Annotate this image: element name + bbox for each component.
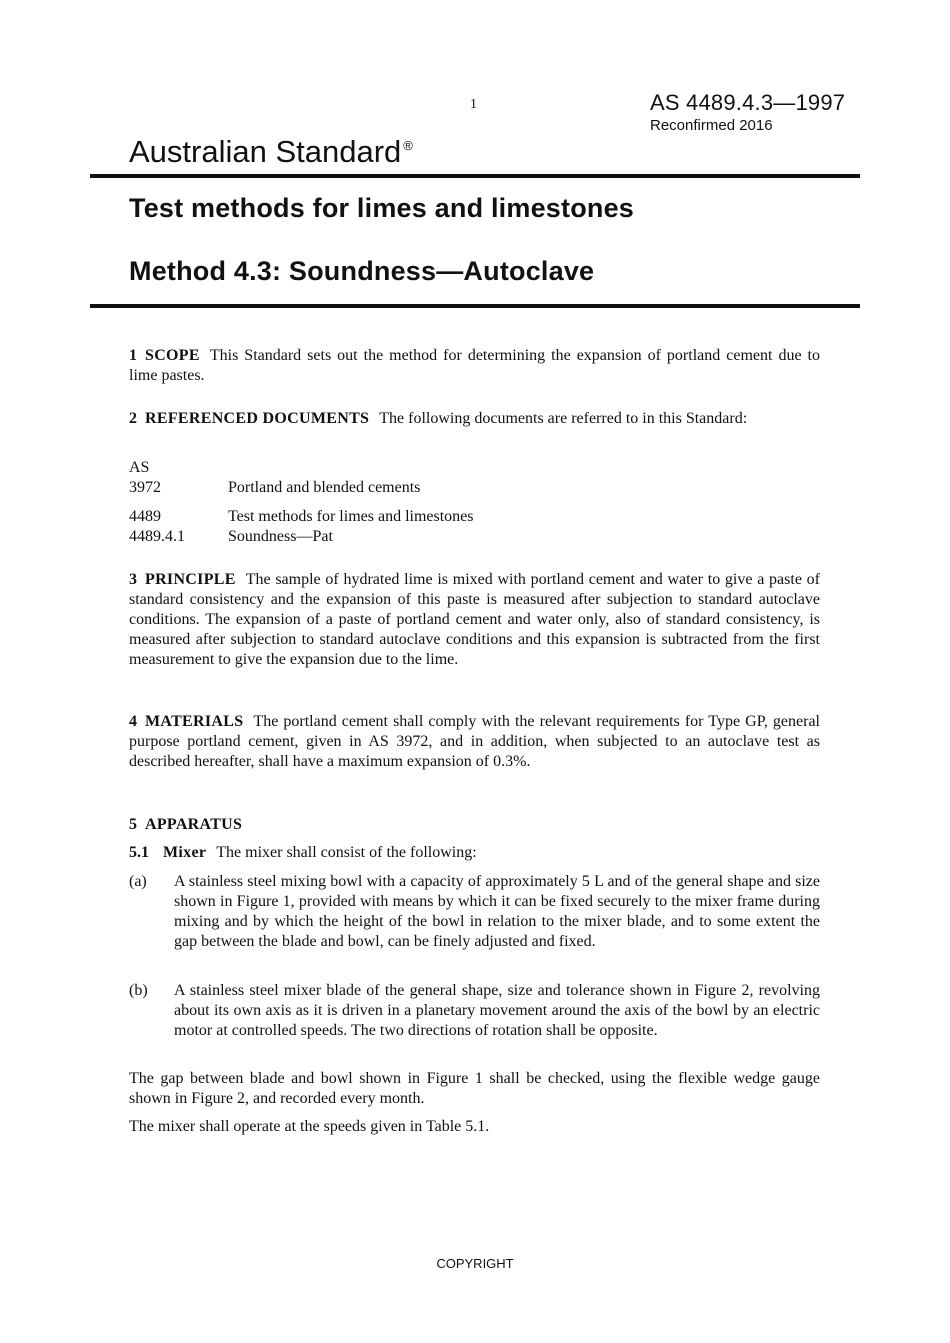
section-heading: MATERIALS [145, 713, 244, 730]
section-text: The sample of hydrated lime is mixed with portland cement and water to give a paste of standard consistency and the expansion of this paste is measured after subjection to standard autoclave conditions. The expansion of a paste of portland cement and water only, also of standard consistency, is measured after subjection to standard autoclave conditions and this expansion is subtracted from the first measurement to give the expansion due to the lime. [129, 571, 820, 668]
document-title: Test methods for limes and limestones [129, 193, 635, 223]
section-text: The portland cement shall comply with the relevant requirements for Type GP, general purpose portland cement, given in AS 3972, and in addition, when subjected to an autoclave test as described hereafter, shall have a maximum expansion of 0.3%. [129, 713, 820, 770]
paragraph-gap-check: The gap between blade and bowl shown in Figure 1 shall be checked, using the flexible wedge gauge shown in Figure 2, and recorded every month. [129, 1070, 820, 1107]
reference-prefix: AS [129, 459, 150, 476]
reference-item [129, 527, 333, 547]
reference-title: Portland and blended cements [228, 479, 421, 496]
reference-code: 4489 [129, 508, 161, 525]
reference-title: Test methods for limes and limestones [228, 508, 474, 525]
subsection-intro: The mixer shall consist of the following: [216, 844, 477, 861]
standard-number: AS 4489.4.3—1997 [650, 90, 846, 115]
list-marker: (a) [129, 873, 147, 890]
list-item [129, 872, 820, 972]
header-rule-top [90, 174, 860, 178]
reference-title: Soundness—Pat [228, 528, 333, 545]
registered-mark: ® [403, 138, 413, 153]
section-number: 5 [129, 816, 137, 833]
subsection-mixer [129, 843, 820, 863]
list-marker: (b) [129, 982, 148, 999]
subsection-number: 5.1 [129, 844, 149, 861]
section-heading: APPARATUS [145, 816, 243, 833]
subsection-heading: Mixer [163, 844, 207, 861]
copyright-footer: COPYRIGHT [436, 1256, 514, 1271]
section-scope [129, 346, 820, 386]
reference-item [129, 507, 474, 527]
method-title: Method 4.3: Soundness—Autoclave [129, 256, 595, 286]
section-heading: SCOPE [145, 347, 200, 364]
reconfirmed-date: Reconfirmed 2016 [650, 117, 773, 134]
section-referenced-documents [129, 409, 820, 429]
reference-code: 3972 [129, 479, 161, 496]
section-heading: REFERENCED DOCUMENTS [145, 410, 370, 427]
list-text: A stainless steel mixing bowl with a capacity of approximately 5 L and of the general shape and size shown in Figure 1, provided with means by which it can be fixed securely to the mixer frame during mixing and by which the height of the bowl in relation to the mixer blade, and to some extent the gap between the blade and bowl, can be finely adjusted and fixed. [174, 873, 820, 950]
header-rule-bottom [90, 304, 860, 308]
section-text: The following documents are referred to in this Standard: [379, 410, 748, 427]
section-number: 3 [129, 571, 137, 588]
paragraph-mixer-speed: The mixer shall operate at the speeds given in Table 5.1. [129, 1118, 490, 1135]
list-item [129, 981, 820, 1061]
section-materials [129, 712, 820, 772]
list-text: A stainless steel mixer blade of the general shape, size and tolerance shown in Figure 2, revolving about its own axis as it is driven in a planetary movement around the axis of the bowl by an electric motor at controlled speeds. The two directions of rotation shall be opposite. [174, 982, 820, 1039]
section-number: 2 [129, 410, 137, 427]
section-heading: PRINCIPLE [145, 571, 236, 588]
reference-item [129, 478, 420, 498]
reference-code: 4489.4.1 [129, 528, 185, 545]
section-number: 4 [129, 713, 137, 730]
section-principle [129, 570, 820, 670]
brand-text: Australian Standard [129, 134, 402, 169]
page-number: 1 [470, 97, 477, 112]
section-number: 1 [129, 347, 137, 364]
standard-brand [129, 134, 413, 170]
section-apparatus [129, 815, 820, 835]
section-text: This Standard sets out the method for determining the expansion of portland cement due to lime pastes. [129, 347, 820, 384]
